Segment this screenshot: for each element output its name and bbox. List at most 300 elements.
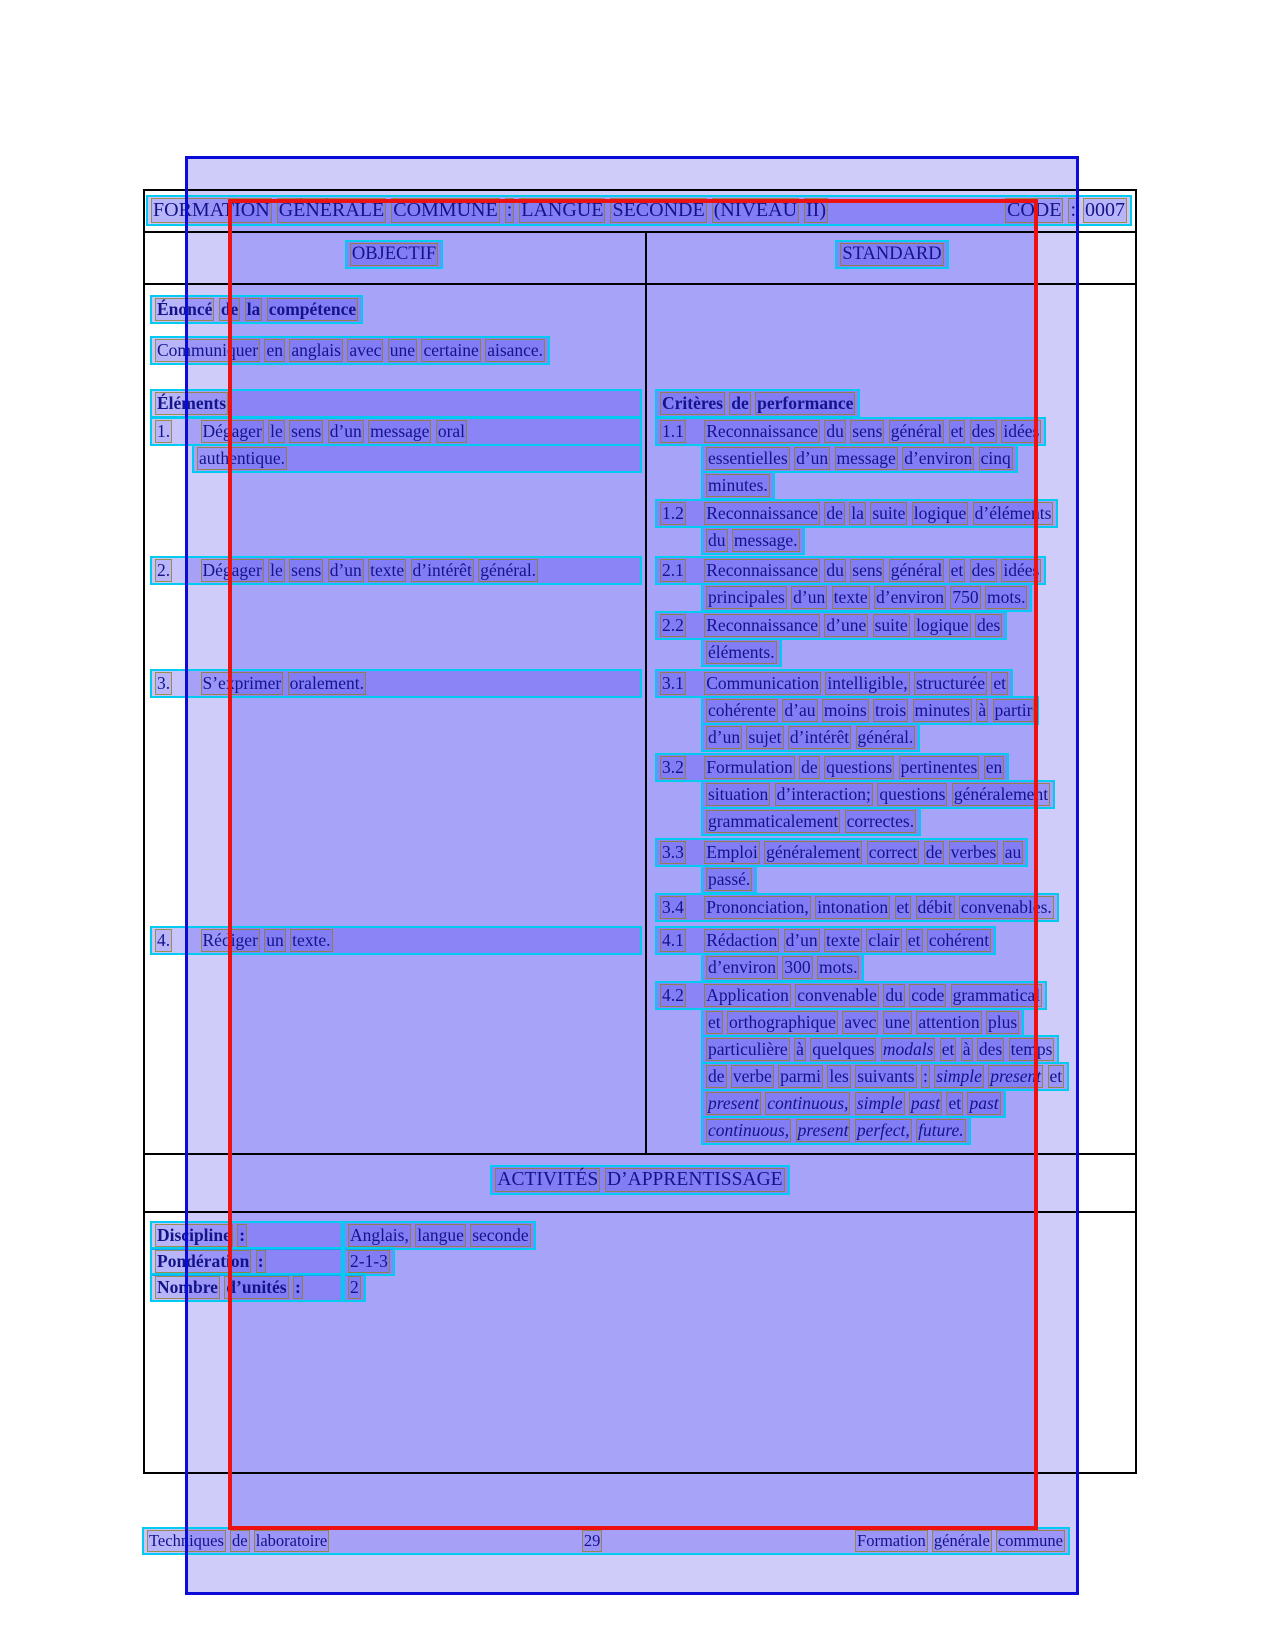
word-box: continuous,: [708, 1120, 790, 1140]
word-box: Discipline: [157, 1225, 231, 1245]
enonce-text: [150, 336, 550, 365]
word-box: :: [922, 1066, 928, 1086]
item-number: 4.2: [662, 985, 684, 1005]
word-box: STANDARD: [842, 244, 942, 264]
word-box: :: [257, 1251, 264, 1271]
word-box: texte: [826, 930, 861, 950]
word-box: le: [270, 560, 283, 580]
word-box: la: [851, 503, 864, 523]
word-box: intelligible,: [827, 673, 908, 693]
word-box: idées: [1003, 560, 1040, 580]
word-box: Reconnaissance: [706, 560, 819, 580]
word-box: d’environ: [708, 957, 777, 977]
word-box: laboratoire: [255, 1531, 328, 1550]
text-line: [150, 444, 642, 471]
elements-heading: [150, 389, 642, 418]
word-box: performance: [757, 393, 854, 413]
word-box: sens: [291, 421, 322, 441]
word-box: Dégager: [202, 560, 262, 580]
detail-row: [150, 1247, 395, 1273]
word-box: principales: [708, 587, 785, 607]
text-line: [655, 669, 1039, 696]
activities-heading-box: [490, 1165, 789, 1195]
word-box: future.: [918, 1120, 964, 1140]
text-line: [655, 471, 1046, 498]
word-box: message: [836, 448, 896, 468]
word-box: 2: [350, 1277, 359, 1297]
word-box: structurée: [915, 673, 985, 693]
text-line: [150, 417, 642, 444]
word-box: et: [993, 673, 1006, 693]
item-number: 1.1: [662, 421, 684, 441]
standard-line-box: [835, 240, 948, 269]
word-box: les: [829, 1066, 849, 1086]
item-number: 2.1: [662, 560, 684, 580]
text-line: [655, 753, 1055, 780]
word-box: COMMUNE: [393, 199, 498, 221]
word-box: d’un: [329, 560, 362, 580]
word-box: d’intérêt: [789, 727, 850, 747]
word-box: le: [270, 421, 283, 441]
enonce-heading: [150, 295, 363, 324]
word-box: un: [266, 930, 284, 950]
word-box: d’interaction;: [776, 784, 871, 804]
text-line: [655, 807, 1055, 834]
item-number: 2.: [157, 560, 171, 580]
word-box: des: [978, 1039, 1003, 1059]
word-box: minutes: [914, 700, 970, 720]
line-highlight-box: [701, 1035, 1059, 1064]
line-highlight-box: [655, 981, 1047, 1010]
word-box: texte.: [292, 930, 331, 950]
word-box: attention: [918, 1012, 980, 1032]
item-number: 2.2: [662, 615, 684, 635]
item-number: 1.2: [662, 503, 684, 523]
text-line: [655, 1116, 1069, 1143]
line-highlight-box: [655, 417, 1046, 446]
word-box: certaine: [423, 340, 479, 360]
page-footer: [142, 1527, 1070, 1555]
word-box: anglais: [291, 340, 341, 360]
word-box: 29: [583, 1531, 601, 1550]
word-box: D’APPRENTISSAGE: [607, 1169, 783, 1190]
word-box: 750: [952, 587, 979, 607]
word-box: débit: [917, 897, 953, 917]
text-line: [655, 865, 1028, 892]
text-line: [655, 723, 1039, 750]
text-line: [655, 526, 1058, 553]
word-box: d’au: [784, 700, 816, 720]
line-highlight-box: [701, 526, 805, 555]
item-number: 3.1: [662, 673, 684, 693]
word-box: Reconnaissance: [706, 503, 819, 523]
text-line: [150, 556, 642, 583]
document-code: [1005, 198, 1127, 223]
line-highlight-box: [701, 471, 775, 500]
word-box: minutes.: [708, 475, 768, 495]
line-highlight-box: [655, 753, 1009, 782]
text-line: [150, 926, 642, 953]
word-box: partir: [994, 700, 1033, 720]
word-box: et: [950, 421, 964, 441]
line-highlight-box: [701, 780, 1055, 809]
word-box: present: [708, 1093, 759, 1113]
word-box: pertinentes: [900, 757, 978, 777]
word-box: grammaticalement: [708, 811, 839, 831]
word-box: essentielles: [708, 448, 788, 468]
word-box: present: [990, 1066, 1042, 1086]
word-box: de: [826, 503, 843, 523]
word-box: Prononciation,: [706, 897, 809, 917]
word-box: Techniques: [149, 1531, 224, 1550]
word-box: sens: [852, 421, 883, 441]
word-box: des: [971, 421, 995, 441]
word-box: seconde: [472, 1225, 529, 1245]
line-highlight-box: [701, 1008, 1024, 1037]
word-box: Rédaction: [706, 930, 778, 950]
word-box: cinq: [980, 448, 1011, 468]
word-box: verbes: [950, 842, 997, 862]
word-box: ACTIVITÉS: [497, 1169, 599, 1190]
word-box: Pondération: [157, 1251, 250, 1271]
word-box: des: [971, 560, 995, 580]
line-highlight-box: [701, 583, 1032, 612]
word-box: 300: [784, 957, 811, 977]
item-number: 3.3: [662, 842, 684, 862]
word-box: généralement: [953, 784, 1049, 804]
word-box: de: [232, 1531, 248, 1550]
criterion-item: [655, 981, 1069, 1143]
element-item: [150, 417, 642, 471]
word-box: généralement: [766, 842, 861, 862]
line-highlight-box: [150, 926, 642, 955]
line-highlight-box: [701, 953, 864, 982]
text-line: [655, 780, 1055, 807]
word-box: Énoncé: [157, 299, 213, 319]
text-line: [150, 669, 642, 696]
element-item: [150, 669, 642, 696]
word-box: et: [941, 1039, 955, 1059]
word-box: correct: [868, 842, 918, 862]
word-box: de: [731, 393, 749, 413]
detail-value: [343, 1221, 536, 1250]
word-box: sens: [852, 560, 883, 580]
word-box: idées: [1003, 421, 1040, 441]
word-box: du: [708, 530, 726, 550]
word-box: aisance.: [487, 340, 544, 360]
word-box: du: [885, 985, 903, 1005]
word-box: quelques: [812, 1039, 875, 1059]
word-box: situation: [708, 784, 769, 804]
document-title: [151, 198, 828, 223]
word-box: perfect,: [856, 1120, 910, 1140]
word-box: message.: [733, 530, 798, 550]
word-box: du: [826, 560, 844, 580]
word-box: de: [801, 757, 818, 777]
criterion-item: [655, 669, 1039, 750]
word-box: d’un: [329, 421, 362, 441]
line-highlight-box: [150, 417, 642, 446]
word-box: texte: [833, 587, 868, 607]
word-box: questions: [826, 757, 893, 777]
word-box: questions: [879, 784, 946, 804]
word-box: Emploi: [706, 842, 758, 862]
column-header-standard: [647, 240, 1137, 269]
detail-label: [150, 1221, 343, 1250]
word-box: intonation: [817, 897, 889, 917]
word-box: une: [884, 1012, 911, 1032]
word-box: d’unités: [226, 1277, 287, 1297]
word-box: correctes.: [846, 811, 915, 831]
word-box: orthographique: [729, 1012, 836, 1032]
word-box: Reconnaissance: [706, 421, 819, 441]
word-box: Reconnaissance: [706, 615, 819, 635]
word-box: passé.: [708, 869, 751, 889]
word-box: present: [797, 1120, 849, 1140]
word-box: verbe: [732, 1066, 772, 1086]
word-box: langue: [417, 1225, 464, 1245]
line-highlight-box: [192, 444, 642, 473]
criteres-heading: [655, 389, 860, 418]
word-box: d’un: [708, 727, 741, 747]
word-box: d’un: [785, 930, 818, 950]
line-highlight-box: [655, 893, 1059, 922]
word-box: générale: [933, 1531, 990, 1550]
word-box: Formation: [857, 1531, 926, 1550]
text-line: [655, 556, 1046, 583]
criterion-item: [655, 893, 1059, 920]
word-box: particulière: [708, 1039, 788, 1059]
word-box: oralement.: [289, 673, 364, 693]
word-box: II): [806, 199, 826, 221]
text-line: [655, 583, 1046, 610]
word-box: Critères: [662, 393, 723, 413]
element-item: [150, 926, 642, 953]
word-box: 2-1-3: [350, 1251, 388, 1271]
word-box: une: [389, 340, 416, 360]
line-highlight-box: [655, 926, 996, 955]
word-box: simple: [936, 1066, 982, 1086]
footer-line-box: [142, 1527, 1070, 1555]
text-line: [655, 611, 1007, 638]
word-box: logique: [913, 503, 967, 523]
criterion-item: [655, 838, 1028, 892]
word-box: clair: [868, 930, 900, 950]
text-line: [655, 981, 1069, 1008]
word-box: et: [907, 930, 921, 950]
word-box: de: [220, 299, 239, 319]
enonce-heading-box: [150, 295, 363, 324]
word-box: d’environ: [904, 448, 973, 468]
word-box: texte: [370, 560, 405, 580]
text-line: [655, 499, 1058, 526]
objectif-line-box: [345, 240, 443, 269]
footer-page-number: [582, 1530, 603, 1552]
text-line: [655, 417, 1046, 444]
word-box: cohérente: [708, 700, 777, 720]
line-highlight-box: [655, 611, 1007, 640]
word-box: parmi: [780, 1066, 821, 1086]
word-box: grammatical: [952, 985, 1041, 1005]
word-box: d’un: [793, 587, 826, 607]
text-line: [655, 893, 1059, 920]
detail-row: [150, 1221, 536, 1247]
criterion-item: [655, 499, 1058, 553]
word-box: GÉNÉRALE: [278, 199, 385, 221]
word-box: compétence: [268, 299, 357, 319]
word-box: suite: [874, 615, 908, 635]
word-box: moins: [823, 700, 867, 720]
word-box: sujet: [748, 727, 782, 747]
word-box: Communication: [706, 673, 820, 693]
word-box: modals: [882, 1039, 934, 1059]
word-box: Communiquer: [157, 340, 259, 360]
word-box: éléments.: [708, 642, 775, 662]
word-box: :: [239, 1225, 246, 1245]
element-item: [150, 556, 642, 583]
word-box: FORMATION: [153, 199, 270, 221]
word-box: la: [246, 299, 261, 319]
line-highlight-box: [701, 1089, 1006, 1118]
word-box: oral: [437, 421, 466, 441]
word-box: au: [1004, 842, 1022, 862]
detail-value: [343, 1273, 366, 1302]
text-line: [655, 926, 996, 953]
word-box: à: [796, 1039, 804, 1059]
detail-label: [150, 1247, 343, 1276]
word-box: d’éléments: [974, 503, 1052, 523]
line-highlight-box: [701, 865, 757, 894]
column-header-objectif: [143, 240, 645, 269]
word-box: SECONDE: [612, 199, 705, 221]
word-box: Anglais,: [350, 1225, 409, 1245]
word-box: des: [976, 615, 1001, 635]
criterion-item: [655, 926, 996, 980]
word-box: d’intérêt: [412, 560, 472, 580]
word-box: trois: [875, 700, 907, 720]
word-box: Éléments: [157, 393, 227, 413]
text-line: [655, 1035, 1069, 1062]
criterion-item: [655, 753, 1055, 834]
word-box: d’un: [796, 448, 829, 468]
word-box: :: [506, 199, 513, 221]
line-highlight-box: [701, 723, 920, 752]
word-box: et: [1049, 1066, 1063, 1086]
word-box: de: [708, 1066, 725, 1086]
text-line: [655, 638, 1007, 665]
text-line: [655, 953, 996, 980]
text-line: [655, 1008, 1069, 1035]
line-highlight-box: [701, 444, 1018, 473]
word-box: d’une: [826, 615, 867, 635]
detail-value: [343, 1247, 395, 1276]
text-line: [655, 1062, 1069, 1089]
word-box: OBJECTIF: [351, 244, 437, 264]
word-box: d’environ: [876, 587, 945, 607]
word-box: LANGUE: [521, 199, 604, 221]
word-box: past: [969, 1093, 999, 1113]
line-highlight-box: [701, 696, 1039, 725]
line-highlight-box: [701, 638, 782, 667]
word-box: S’exprimer: [202, 673, 282, 693]
word-box: (NIVEAU: [713, 199, 798, 221]
footer-left-text: [147, 1530, 329, 1552]
line-highlight-box: [701, 1116, 971, 1145]
line-highlight-box: [701, 807, 921, 836]
line-highlight-box: [655, 838, 1028, 867]
title-row: [146, 195, 1132, 226]
word-box: convenables.: [960, 897, 1052, 917]
word-box: message: [370, 421, 430, 441]
word-box: past: [910, 1093, 941, 1113]
word-box: cohérent: [928, 930, 990, 950]
word-box: général.: [480, 560, 537, 580]
line-highlight-box: [655, 669, 1013, 698]
elements-heading-box: [150, 389, 642, 418]
line-highlight-box: [701, 1062, 1069, 1091]
word-box: et: [708, 1012, 721, 1032]
criterion-item: [655, 417, 1046, 498]
word-box: suivants: [857, 1066, 915, 1086]
word-box: sens: [291, 560, 322, 580]
text-line: [655, 444, 1046, 471]
word-box: 0007: [1085, 199, 1125, 221]
line-highlight-box: [655, 499, 1058, 528]
word-box: code: [911, 985, 945, 1005]
enonce-text-box: [150, 336, 550, 365]
word-box: avec: [349, 340, 382, 360]
word-box: de: [925, 842, 943, 862]
word-box: et: [896, 897, 910, 917]
item-number: 3.2: [662, 757, 684, 777]
word-box: CODE: [1006, 199, 1062, 221]
item-number: 4.: [157, 930, 171, 950]
word-box: général: [890, 560, 943, 580]
word-box: Formulation: [706, 757, 793, 777]
detail-row: [150, 1273, 366, 1299]
text-line: [655, 1089, 1069, 1116]
line-highlight-box: [655, 556, 1046, 585]
word-box: temps: [1010, 1039, 1053, 1059]
text-line: [655, 838, 1028, 865]
word-box: Dégager: [202, 421, 262, 441]
title-line-box: [146, 195, 1132, 226]
footer-right-text: [855, 1530, 1065, 1552]
item-number: 3.4: [662, 897, 684, 917]
word-box: mots.: [987, 587, 1026, 607]
word-box: en: [266, 340, 284, 360]
word-box: simple: [856, 1093, 903, 1113]
criterion-item: [655, 611, 1007, 665]
word-box: du: [826, 421, 844, 441]
word-box: et: [950, 560, 964, 580]
word-box: plus: [988, 1012, 1018, 1032]
word-box: suite: [872, 503, 906, 523]
item-number: 3.: [157, 673, 171, 693]
word-box: :: [294, 1277, 301, 1297]
word-box: à: [962, 1039, 971, 1059]
item-number: 1.: [157, 421, 171, 441]
activities-heading: [143, 1165, 1137, 1195]
word-box: convenable: [797, 985, 877, 1005]
word-box: commune: [997, 1531, 1063, 1550]
word-box: en: [985, 757, 1003, 777]
word-box: logique: [916, 615, 969, 635]
word-box: Rédiger: [202, 930, 258, 950]
word-box: Nombre: [157, 1277, 218, 1297]
criteres-heading-box: [655, 389, 860, 418]
criterion-item: [655, 556, 1046, 610]
